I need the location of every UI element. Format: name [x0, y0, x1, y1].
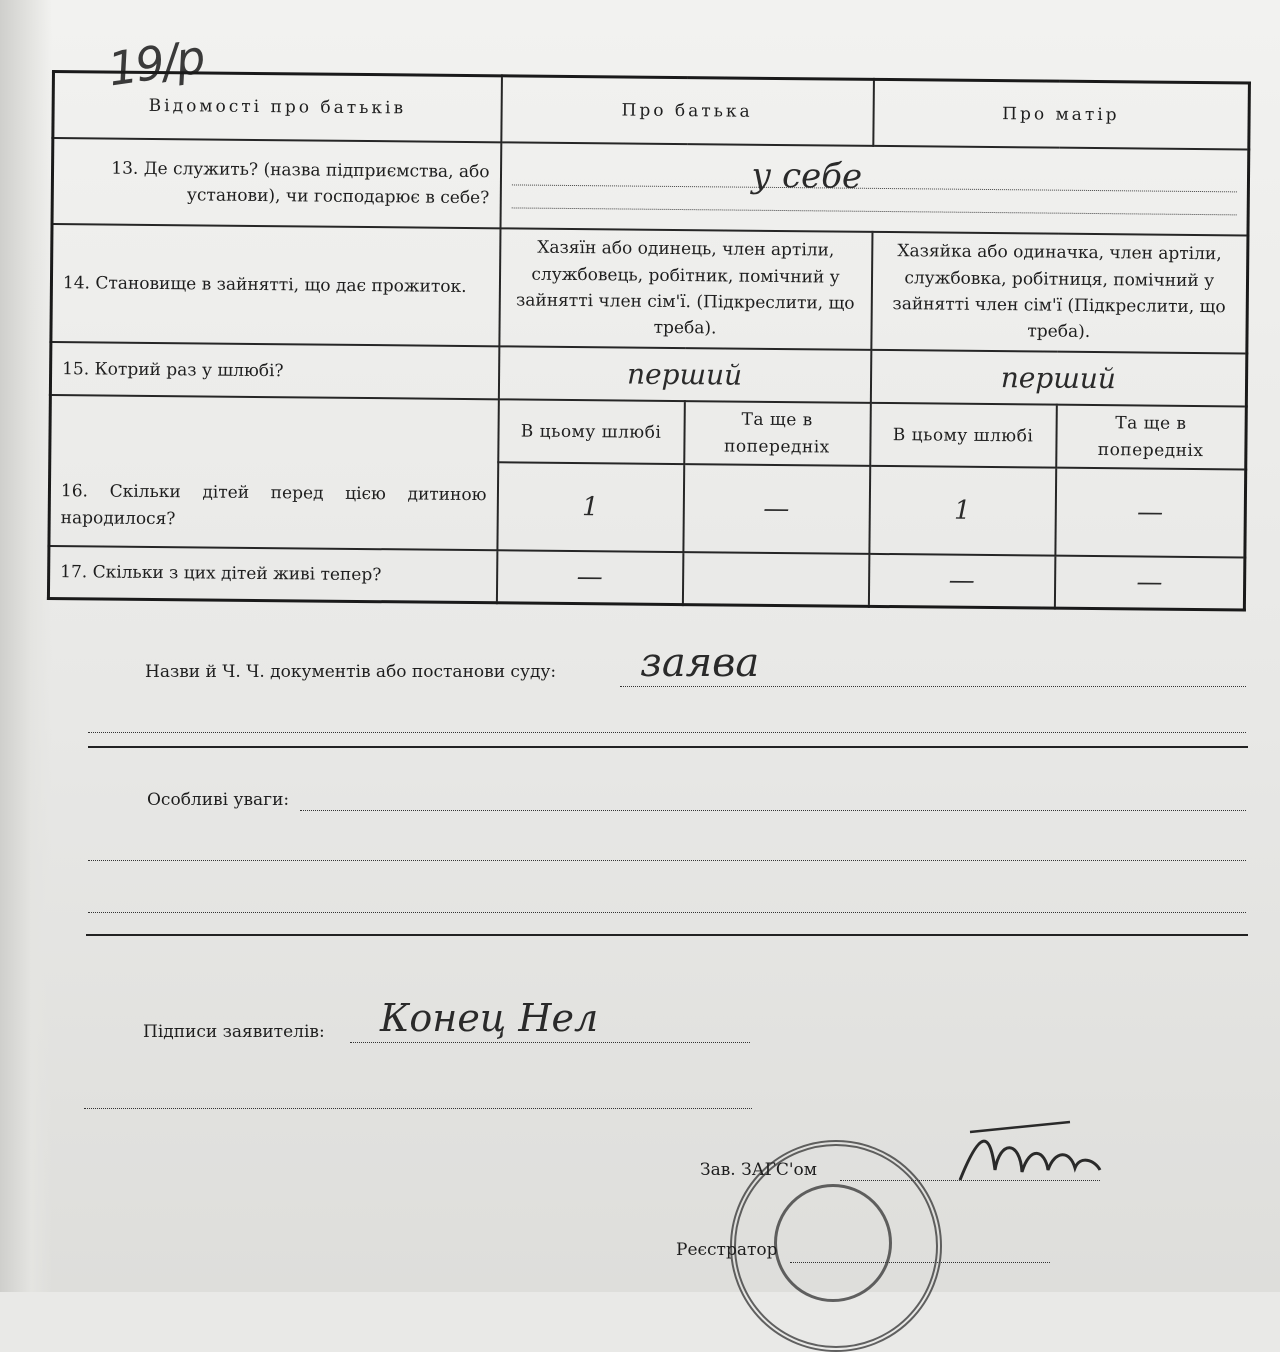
father-previous-header: Та ще в попередніх — [684, 401, 871, 465]
q16-father-this: 1 — [497, 462, 684, 552]
question-16: 16. Скільки дітей перед цією дитиною народилося? — [49, 395, 498, 550]
table-header-row — [53, 72, 1250, 150]
q16-father-previous: — — [683, 464, 870, 554]
header-mother: Про матір — [873, 79, 1250, 149]
documents-handwritten: заява — [640, 640, 760, 686]
signatures-line-1 — [350, 1042, 750, 1043]
documents-label: Назви й Ч. Ч. документів або постанови суду: — [145, 662, 557, 682]
q17-mother-previous: — — [1054, 556, 1244, 610]
row-q14 — [51, 224, 1248, 353]
registrar-label: Реєстратор — [676, 1240, 778, 1260]
q17-mother-this: — — [868, 554, 1054, 608]
father-marriage-count — [498, 346, 871, 403]
father-occupation-status: Хазяїн або одинець, член артіли, службовець, робітник, помічний у зайнятті член сім'ї. (Підкреслити, що треба). — [499, 228, 872, 350]
handwritten-page-number: 19/р — [104, 29, 207, 97]
answer-13-handwritten: у себе — [751, 155, 863, 197]
head-signature — [950, 1110, 1110, 1210]
mother-this-marriage-header: В цьому шлюбі — [870, 403, 1057, 467]
mother-occupation-status: Хазяйка або одиначка, член артіли, службовка, робітниця, помічний у зайнятті член сім'ї (Підкреслити, що треба). — [871, 232, 1248, 354]
remarks-line-3 — [88, 912, 1246, 913]
question-13: 13. Де служить? (назва підприємства, або установи), чи господарює в себе? — [52, 138, 501, 228]
section-divider-1 — [88, 746, 1248, 748]
header-father: Про батька — [501, 76, 874, 146]
header-parents-info: Відомості про батьків — [53, 72, 502, 143]
documents-line-1 — [620, 686, 1246, 687]
q16-mother-previous: — — [1055, 468, 1246, 558]
registrar-signature-line — [790, 1262, 1050, 1263]
mother-marriage-handwritten: перший — [1000, 361, 1117, 396]
q16-mother-this: 1 — [869, 466, 1056, 556]
answer-13-cell — [500, 142, 1249, 235]
father-this-marriage-header: В цьому шлюбі — [498, 400, 685, 464]
remarks-label: Особливі уваги: — [147, 790, 290, 810]
question-14: 14. Становище в зайнятті, що дає прожиток. — [51, 224, 500, 346]
row-q13 — [52, 138, 1249, 235]
head-of-registry-label: Зав. ЗАГС'ом — [700, 1160, 817, 1180]
applicant-signature: Конец Нел — [380, 996, 599, 1040]
father-marriage-handwritten: перший — [626, 357, 743, 392]
row-q16-subheaders — [50, 395, 1247, 469]
question-15: 15. Котрий раз у шлюбі? — [50, 342, 498, 400]
question-17: 17. Скільки з цих дітей живі тепер? — [48, 546, 496, 602]
page-binding-shadow — [0, 0, 52, 1292]
documents-line-2 — [88, 732, 1246, 733]
section-divider-2 — [86, 934, 1248, 936]
signatures-label: Підписи заявителів: — [143, 1022, 325, 1042]
signatures-line-2 — [84, 1108, 752, 1109]
remarks-line-2 — [88, 860, 1246, 861]
row-q17 — [48, 546, 1244, 609]
parents-info-table — [47, 70, 1251, 611]
q17-father-previous — [682, 552, 869, 606]
mother-marriage-count — [870, 350, 1246, 407]
mother-previous-header: Та ще в попередніх — [1056, 405, 1247, 470]
remarks-line-1 — [300, 810, 1246, 811]
q17-father-this: — — [496, 550, 682, 604]
